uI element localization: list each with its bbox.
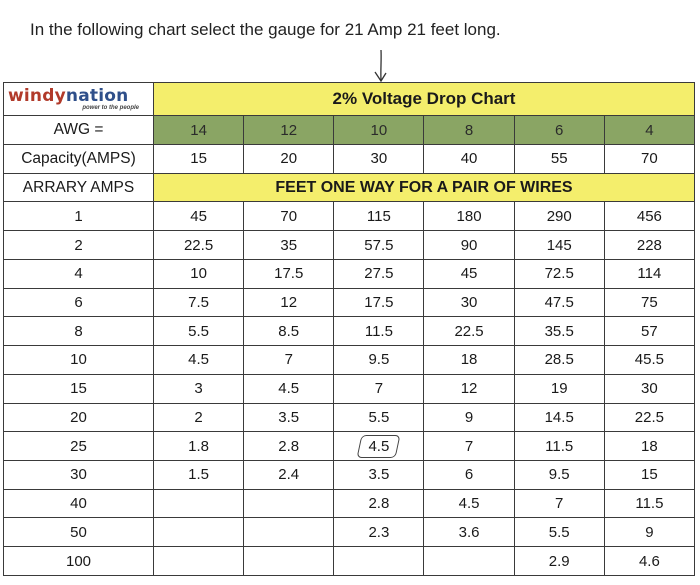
feet-value-cell: 45 xyxy=(154,202,244,231)
feet-value-cell xyxy=(244,489,334,518)
feet-value-cell: 12 xyxy=(244,288,334,317)
table-row xyxy=(4,489,695,518)
feet-value-cell: 2.8 xyxy=(334,489,424,518)
feet-value-cell: 45 xyxy=(424,259,514,288)
feet-value-cell xyxy=(154,547,244,576)
feet-value-cell: 90 xyxy=(424,231,514,260)
feet-value-cell: 1.8 xyxy=(154,432,244,461)
feet-value-cell: 2.8 xyxy=(244,432,334,461)
capacity-value: 55 xyxy=(514,144,604,173)
table-row xyxy=(4,547,695,576)
logo-text-nation: nation xyxy=(65,85,129,106)
feet-value-cell xyxy=(244,518,334,547)
awg-value: 10 xyxy=(334,116,424,145)
circled-answer: 4.5 xyxy=(362,438,395,455)
awg-label: AWG = xyxy=(4,116,154,145)
feet-value-cell: 18 xyxy=(604,432,694,461)
feet-value-cell: 5.5 xyxy=(334,403,424,432)
feet-value-cell: 7.5 xyxy=(154,288,244,317)
awg-value: 12 xyxy=(244,116,334,145)
feet-value-cell: 2.3 xyxy=(334,518,424,547)
feet-value-cell: 18 xyxy=(424,346,514,375)
feet-value-cell: 30 xyxy=(424,288,514,317)
feet-value-cell: 7 xyxy=(514,489,604,518)
table-row xyxy=(4,202,695,231)
awg-value: 14 xyxy=(154,116,244,145)
array-amps-header-row xyxy=(4,173,695,202)
feet-value-cell: 9 xyxy=(604,518,694,547)
capacity-row xyxy=(4,144,695,173)
array-amps-value: 40 xyxy=(4,489,154,518)
table-row xyxy=(4,403,695,432)
feet-value-cell: 3 xyxy=(154,374,244,403)
capacity-value: 20 xyxy=(244,144,334,173)
feet-value-cell: 7 xyxy=(334,374,424,403)
feet-value-cell: 5.5 xyxy=(154,317,244,346)
table-row xyxy=(4,374,695,403)
feet-value-cell xyxy=(334,432,424,461)
feet-value-cell: 8.5 xyxy=(244,317,334,346)
title-row xyxy=(4,83,695,116)
question-text: In the following chart select the gauge for 21 Amp 21 feet long. xyxy=(30,20,501,39)
table-row xyxy=(4,231,695,260)
feet-value-cell: 72.5 xyxy=(514,259,604,288)
feet-value-cell: 228 xyxy=(604,231,694,260)
feet-value-cell: 114 xyxy=(604,259,694,288)
feet-value-cell: 4.5 xyxy=(154,346,244,375)
feet-value-cell: 75 xyxy=(604,288,694,317)
array-amps-value: 30 xyxy=(4,460,154,489)
array-amps-value: 20 xyxy=(4,403,154,432)
capacity-label: Capacity(AMPS) xyxy=(4,144,154,173)
table-row xyxy=(4,259,695,288)
feet-value-cell xyxy=(334,547,424,576)
array-amps-value: 2 xyxy=(4,231,154,260)
feet-value-cell: 456 xyxy=(604,202,694,231)
feet-value-cell: 70 xyxy=(244,202,334,231)
awg-value: 6 xyxy=(514,116,604,145)
feet-value-cell: 22.5 xyxy=(424,317,514,346)
feet-value-cell xyxy=(154,518,244,547)
feet-value-cell: 4.6 xyxy=(604,547,694,576)
feet-value-cell: 1.5 xyxy=(154,460,244,489)
table-row xyxy=(4,288,695,317)
feet-value-cell: 19 xyxy=(514,374,604,403)
feet-value-cell xyxy=(424,547,514,576)
feet-value-cell: 12 xyxy=(424,374,514,403)
feet-value-cell: 22.5 xyxy=(604,403,694,432)
awg-value: 8 xyxy=(424,116,514,145)
feet-value-cell: 3.5 xyxy=(244,403,334,432)
down-arrow-icon xyxy=(371,48,391,84)
array-amps-value: 10 xyxy=(4,346,154,375)
feet-value-cell: 3.6 xyxy=(424,518,514,547)
array-amps-value: 100 xyxy=(4,547,154,576)
table-row xyxy=(4,346,695,375)
windynation-logo xyxy=(4,83,154,116)
feet-value-cell: 15 xyxy=(604,460,694,489)
feet-value-cell: 290 xyxy=(514,202,604,231)
capacity-value: 40 xyxy=(424,144,514,173)
feet-value-cell: 4.5 xyxy=(424,489,514,518)
feet-value-cell: 4.5 xyxy=(244,374,334,403)
array-amps-value: 15 xyxy=(4,374,154,403)
feet-value-cell: 11.5 xyxy=(514,432,604,461)
feet-value-cell: 180 xyxy=(424,202,514,231)
feet-value-cell: 6 xyxy=(424,460,514,489)
awg-value: 4 xyxy=(604,116,694,145)
feet-label: FEET ONE WAY FOR A PAIR OF WIRES xyxy=(154,173,695,202)
feet-value-cell: 145 xyxy=(514,231,604,260)
capacity-value: 70 xyxy=(604,144,694,173)
feet-value-cell: 2.9 xyxy=(514,547,604,576)
feet-value-cell: 57.5 xyxy=(334,231,424,260)
capacity-value: 30 xyxy=(334,144,424,173)
capacity-value: 15 xyxy=(154,144,244,173)
chart-title: 2% Voltage Drop Chart xyxy=(154,83,695,116)
voltage-drop-table xyxy=(3,82,695,576)
feet-value-cell: 17.5 xyxy=(244,259,334,288)
feet-value-cell: 11.5 xyxy=(604,489,694,518)
feet-value-cell: 22.5 xyxy=(154,231,244,260)
array-amps-value: 4 xyxy=(4,259,154,288)
array-amps-value: 25 xyxy=(4,432,154,461)
table-row xyxy=(4,432,695,461)
array-amps-value: 6 xyxy=(4,288,154,317)
feet-value-cell: 3.5 xyxy=(334,460,424,489)
array-amps-label: ARRARY AMPS xyxy=(4,173,154,202)
feet-value-cell: 10 xyxy=(154,259,244,288)
feet-value-cell xyxy=(244,547,334,576)
feet-value-cell: 11.5 xyxy=(334,317,424,346)
feet-value-cell: 28.5 xyxy=(514,346,604,375)
feet-value-cell: 17.5 xyxy=(334,288,424,317)
array-amps-value: 1 xyxy=(4,202,154,231)
feet-value-cell xyxy=(154,489,244,518)
feet-value-cell: 27.5 xyxy=(334,259,424,288)
feet-value-cell: 7 xyxy=(244,346,334,375)
feet-value-cell: 9.5 xyxy=(514,460,604,489)
table-row xyxy=(4,317,695,346)
feet-value-cell: 57 xyxy=(604,317,694,346)
feet-value-cell: 47.5 xyxy=(514,288,604,317)
awg-row xyxy=(4,116,695,145)
array-amps-value: 50 xyxy=(4,518,154,547)
feet-value-cell: 7 xyxy=(424,432,514,461)
logo-text-windy: windy xyxy=(8,85,66,106)
array-amps-value: 8 xyxy=(4,317,154,346)
logo-tagline: power to the people xyxy=(82,104,139,111)
feet-value-cell: 2 xyxy=(154,403,244,432)
table-row xyxy=(4,460,695,489)
feet-value-cell: 9 xyxy=(424,403,514,432)
feet-value-cell: 2.4 xyxy=(244,460,334,489)
feet-value-cell: 45.5 xyxy=(604,346,694,375)
feet-value-cell: 115 xyxy=(334,202,424,231)
feet-value-cell: 9.5 xyxy=(334,346,424,375)
table-row xyxy=(4,518,695,547)
feet-value-cell: 14.5 xyxy=(514,403,604,432)
feet-value-cell: 35.5 xyxy=(514,317,604,346)
feet-value-cell: 30 xyxy=(604,374,694,403)
feet-value-cell: 5.5 xyxy=(514,518,604,547)
feet-value-cell: 35 xyxy=(244,231,334,260)
